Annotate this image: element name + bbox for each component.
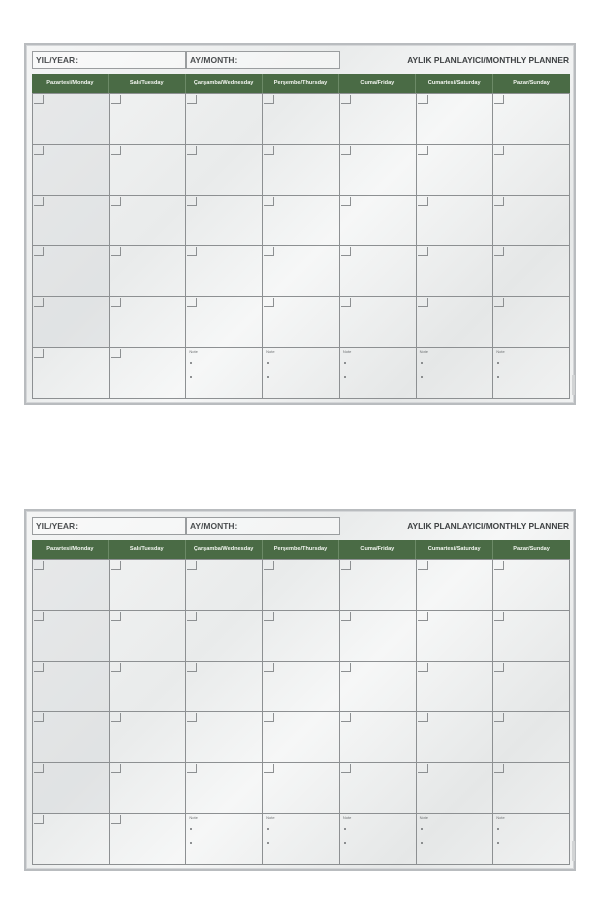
day-cell[interactable] [493,94,570,145]
note-cell[interactable] [186,348,263,399]
bullet-dot [190,362,192,364]
date-number-box [34,764,44,773]
day-cell[interactable] [493,662,570,713]
date-number-box [187,247,197,256]
day-cell[interactable] [33,246,110,297]
note-label: Note [189,349,198,355]
note-cell[interactable] [263,814,340,865]
date-number-box [341,197,351,206]
day-cell[interactable] [186,712,263,763]
day-cell[interactable] [110,560,187,611]
day-cell[interactable] [263,196,340,247]
date-number-box [34,561,44,570]
date-number-box [418,95,428,104]
date-number-box [111,298,121,307]
day-cell[interactable] [340,246,417,297]
date-number-box [34,197,44,206]
weekday-monday: Pazartesi/Monday [32,74,109,93]
day-cell[interactable] [340,662,417,713]
year-field[interactable]: YIL/YEAR: [32,517,186,535]
day-cell[interactable] [186,145,263,196]
day-cell[interactable] [340,145,417,196]
weekday-thursday: Perşembe/Thursday [263,540,340,559]
date-number-box [418,197,428,206]
date-number-box [111,197,121,206]
bullet-dot [497,842,499,844]
day-cell[interactable] [186,246,263,297]
day-cell[interactable] [110,246,187,297]
date-number-box [187,663,197,672]
date-number-box [111,561,121,570]
date-number-box [264,95,274,104]
note-label: Note [419,815,429,821]
date-number-box [494,95,504,104]
date-number-box [341,561,351,570]
date-number-box [34,713,44,722]
date-number-box [34,663,44,672]
day-cell[interactable] [417,145,494,196]
day-cell[interactable] [263,560,340,611]
weekday-sunday: Pazar/Sunday [513,80,550,86]
day-cell[interactable] [263,94,340,145]
date-number-box [34,815,44,824]
day-cell[interactable] [340,196,417,247]
date-number-box [341,663,351,672]
date-number-box [494,197,504,206]
weekday-tuesday: Salı/Tuesday [109,540,186,559]
day-cell[interactable] [110,145,187,196]
date-number-box [494,298,504,307]
day-cell[interactable] [110,297,187,348]
date-number-box [341,764,351,773]
bullet-dot [421,842,423,844]
weekday-friday: Cuma/Friday [339,74,416,93]
day-cell[interactable] [110,814,187,865]
bullet-dot [344,362,346,364]
day-cell[interactable] [110,94,187,145]
date-number-box [341,612,351,621]
date-number-box [264,561,274,570]
day-cell[interactable] [493,196,570,247]
day-cell[interactable] [417,94,494,145]
day-cell[interactable] [263,145,340,196]
note-label: Note [266,349,275,355]
date-number-box [264,298,274,307]
date-number-box [34,146,44,155]
calendar-grid [32,559,570,865]
bullet-dot [421,376,423,378]
date-number-box [494,247,504,256]
board-edge-mark [572,375,575,395]
date-number-box [34,247,44,256]
date-number-box [341,713,351,722]
date-number-box [34,95,44,104]
day-cell[interactable] [263,611,340,662]
note-label: Note [419,349,429,355]
year-field[interactable]: YIL/YEAR: [32,51,186,69]
date-number-box [418,764,428,773]
note-cell[interactable] [340,348,417,399]
bullet-dot [497,828,499,830]
day-cell[interactable] [417,246,494,297]
monthly-planner-board [24,43,576,405]
bullet-dot [267,828,269,830]
bullet-dot [190,828,192,830]
note-cell[interactable] [417,814,494,865]
note-cell[interactable] [186,814,263,865]
date-number-box [418,146,428,155]
day-cell[interactable] [417,611,494,662]
bullet-dot [190,842,192,844]
day-cell[interactable] [493,712,570,763]
day-cell[interactable] [340,94,417,145]
date-number-box [494,663,504,672]
day-cell[interactable] [110,763,187,814]
day-cell[interactable] [33,662,110,713]
date-number-box [187,612,197,621]
day-cell[interactable] [417,560,494,611]
day-cell[interactable] [263,297,340,348]
date-number-box [264,197,274,206]
bullet-dot [267,362,269,364]
day-cell[interactable] [493,297,570,348]
date-number-box [418,298,428,307]
month-field[interactable]: AY/MONTH: [186,517,340,535]
weekday-header-row [32,74,570,93]
date-number-box [494,612,504,621]
calendar-grid [32,93,570,399]
day-cell[interactable] [493,246,570,297]
date-number-box [111,663,121,672]
date-number-box [187,713,197,722]
date-number-box [418,247,428,256]
date-number-box [494,146,504,155]
day-cell[interactable] [186,196,263,247]
day-cell[interactable] [493,145,570,196]
board-edge-mark [572,841,575,861]
date-number-box [187,764,197,773]
day-cell[interactable] [110,712,187,763]
day-cell[interactable] [417,297,494,348]
note-label: Note [496,349,505,355]
bullet-dot [421,362,423,364]
day-cell[interactable] [33,94,110,145]
date-number-box [494,561,504,570]
bullet-dot [344,842,346,844]
day-cell[interactable] [417,763,494,814]
bullet-dot [267,376,269,378]
day-cell[interactable] [186,611,263,662]
day-cell[interactable] [110,611,187,662]
bullet-dot [421,828,423,830]
date-number-box [187,95,197,104]
date-number-box [34,612,44,621]
day-cell[interactable] [493,611,570,662]
bullet-dot [344,376,346,378]
date-number-box [111,815,121,824]
month-field[interactable]: AY/MONTH: [186,51,340,69]
date-number-box [494,764,504,773]
day-cell[interactable] [33,611,110,662]
day-cell[interactable] [263,246,340,297]
weekday-friday: Cuma/Friday [339,540,416,559]
day-cell[interactable] [340,763,417,814]
day-cell[interactable] [417,662,494,713]
bullet-dot [497,376,499,378]
bullet-dot [190,376,192,378]
date-number-box [111,349,121,358]
day-cell[interactable] [340,560,417,611]
day-cell[interactable] [110,196,187,247]
day-cell[interactable] [33,145,110,196]
planner-top-row [32,51,570,71]
note-cell[interactable] [417,348,494,399]
date-number-box [264,247,274,256]
note-label: Note [342,815,352,821]
planner-top-row [32,517,570,537]
date-number-box [494,713,504,722]
day-cell[interactable] [186,94,263,145]
day-cell[interactable] [33,196,110,247]
date-number-box [111,764,121,773]
day-cell[interactable] [493,763,570,814]
day-cell[interactable] [33,560,110,611]
bullet-dot [267,842,269,844]
planner-title: AYLIK PLANLAYICI/MONTHLY PLANNER [407,521,569,531]
date-number-box [34,349,44,358]
date-number-box [264,764,274,773]
day-cell[interactable] [33,814,110,865]
date-number-box [264,146,274,155]
date-number-box [187,561,197,570]
date-number-box [187,298,197,307]
date-number-box [264,713,274,722]
weekday-saturday: Cumartesi/Saturday [416,540,493,559]
day-cell[interactable] [186,662,263,713]
note-label: Note [189,815,198,821]
weekday-monday: Pazartesi/Monday [32,540,109,559]
date-number-box [111,612,121,621]
day-cell[interactable] [263,763,340,814]
date-number-box [111,146,121,155]
day-cell[interactable] [417,196,494,247]
note-label: Note [342,349,352,355]
note-cell[interactable] [493,348,570,399]
date-number-box [341,146,351,155]
date-number-box [341,298,351,307]
day-cell[interactable] [33,348,110,399]
day-cell[interactable] [493,560,570,611]
weekday-sunday: Pazar/Sunday [513,546,550,552]
day-cell[interactable] [33,712,110,763]
note-cell[interactable] [493,814,570,865]
note-cell[interactable] [263,348,340,399]
planner-title: AYLIK PLANLAYICI/MONTHLY PLANNER [407,55,569,65]
weekday-header-row [32,540,570,559]
day-cell[interactable] [110,662,187,713]
day-cell[interactable] [340,712,417,763]
bullet-dot [344,828,346,830]
note-cell[interactable] [340,814,417,865]
date-number-box [111,713,121,722]
monthly-planner-board [24,509,576,871]
date-number-box [341,95,351,104]
note-label: Note [266,815,275,821]
date-number-box [341,247,351,256]
day-cell[interactable] [110,348,187,399]
date-number-box [187,146,197,155]
weekday-saturday: Cumartesi/Saturday [416,74,493,93]
bullet-dot [497,362,499,364]
date-number-box [418,663,428,672]
day-cell[interactable] [263,662,340,713]
day-cell[interactable] [263,712,340,763]
weekday-wednesday: Çarşamba/Wednesday [186,540,263,559]
weekday-thursday: Perşembe/Thursday [263,74,340,93]
date-number-box [111,95,121,104]
date-number-box [418,612,428,621]
date-number-box [111,247,121,256]
date-number-box [187,197,197,206]
weekday-tuesday: Salı/Tuesday [109,74,186,93]
date-number-box [264,663,274,672]
day-cell[interactable] [33,297,110,348]
day-cell[interactable] [186,297,263,348]
day-cell[interactable] [186,560,263,611]
day-cell[interactable] [33,763,110,814]
date-number-box [418,713,428,722]
day-cell[interactable] [417,712,494,763]
note-label: Note [496,815,505,821]
day-cell[interactable] [340,297,417,348]
day-cell[interactable] [340,611,417,662]
date-number-box [264,612,274,621]
date-number-box [418,561,428,570]
weekday-wednesday: Çarşamba/Wednesday [186,74,263,93]
day-cell[interactable] [186,763,263,814]
date-number-box [34,298,44,307]
